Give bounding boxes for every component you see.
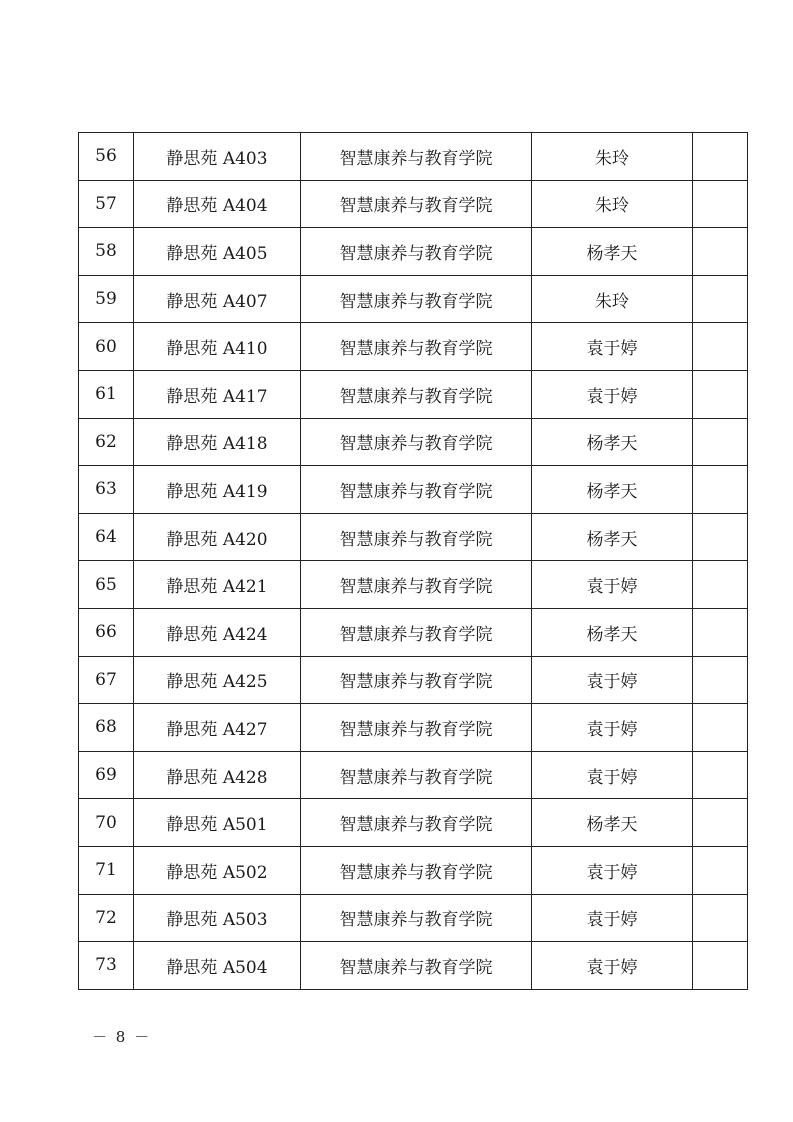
room-cell: 静思苑 A404 xyxy=(134,180,301,228)
table-row xyxy=(79,418,748,466)
table-row xyxy=(79,894,748,942)
table-row xyxy=(79,846,748,894)
row-number-cell: 60 xyxy=(79,323,134,371)
college-cell: 智慧康养与教育学院 xyxy=(301,275,532,323)
note-cell xyxy=(693,799,748,847)
dormitory-table xyxy=(78,132,748,990)
room-cell: 静思苑 A418 xyxy=(134,418,301,466)
college-cell: 智慧康养与教育学院 xyxy=(301,942,532,990)
note-cell xyxy=(693,418,748,466)
table-row xyxy=(79,133,748,181)
row-number-cell: 61 xyxy=(79,370,134,418)
room-cell: 静思苑 A502 xyxy=(134,846,301,894)
responsible-person-cell: 杨孝天 xyxy=(532,228,693,276)
responsible-person-cell: 朱玲 xyxy=(532,275,693,323)
note-cell xyxy=(693,704,748,752)
responsible-person-cell: 袁于婷 xyxy=(532,751,693,799)
college-cell: 智慧康养与教育学院 xyxy=(301,799,532,847)
row-number-cell: 62 xyxy=(79,418,134,466)
note-cell xyxy=(693,513,748,561)
note-cell xyxy=(693,228,748,276)
college-cell: 智慧康养与教育学院 xyxy=(301,894,532,942)
room-cell: 静思苑 A417 xyxy=(134,370,301,418)
note-cell xyxy=(693,656,748,704)
college-cell: 智慧康养与教育学院 xyxy=(301,513,532,561)
responsible-person-cell: 杨孝天 xyxy=(532,799,693,847)
note-cell xyxy=(693,323,748,371)
row-number-cell: 73 xyxy=(79,942,134,990)
room-cell: 静思苑 A403 xyxy=(134,133,301,181)
table-row xyxy=(79,466,748,514)
room-cell: 静思苑 A419 xyxy=(134,466,301,514)
row-number-cell: 63 xyxy=(79,466,134,514)
row-number-cell: 66 xyxy=(79,608,134,656)
room-cell: 静思苑 A405 xyxy=(134,228,301,276)
college-cell: 智慧康养与教育学院 xyxy=(301,418,532,466)
room-cell: 静思苑 A424 xyxy=(134,608,301,656)
responsible-person-cell: 朱玲 xyxy=(532,180,693,228)
table-row xyxy=(79,608,748,656)
table-row xyxy=(79,513,748,561)
row-number-cell: 68 xyxy=(79,704,134,752)
note-cell xyxy=(693,894,748,942)
college-cell: 智慧康养与教育学院 xyxy=(301,846,532,894)
note-cell xyxy=(693,275,748,323)
note-cell xyxy=(693,846,748,894)
college-cell: 智慧康养与教育学院 xyxy=(301,180,532,228)
row-number-cell: 72 xyxy=(79,894,134,942)
college-cell: 智慧康养与教育学院 xyxy=(301,704,532,752)
row-number-cell: 65 xyxy=(79,561,134,609)
table-body xyxy=(79,133,748,990)
responsible-person-cell: 袁于婷 xyxy=(532,370,693,418)
responsible-person-cell: 朱玲 xyxy=(532,133,693,181)
note-cell xyxy=(693,466,748,514)
responsible-person-cell: 袁于婷 xyxy=(532,656,693,704)
row-number-cell: 58 xyxy=(79,228,134,276)
college-cell: 智慧康养与教育学院 xyxy=(301,751,532,799)
college-cell: 智慧康养与教育学院 xyxy=(301,466,532,514)
college-cell: 智慧康养与教育学院 xyxy=(301,228,532,276)
room-cell: 静思苑 A425 xyxy=(134,656,301,704)
page-number: － 8 － xyxy=(92,1028,152,1046)
table-row xyxy=(79,275,748,323)
room-cell: 静思苑 A501 xyxy=(134,799,301,847)
note-cell xyxy=(693,608,748,656)
college-cell: 智慧康养与教育学院 xyxy=(301,323,532,371)
responsible-person-cell: 杨孝天 xyxy=(532,608,693,656)
table-row xyxy=(79,228,748,276)
room-cell: 静思苑 A428 xyxy=(134,751,301,799)
row-number-cell: 56 xyxy=(79,133,134,181)
college-cell: 智慧康养与教育学院 xyxy=(301,561,532,609)
note-cell xyxy=(693,370,748,418)
table-row xyxy=(79,942,748,990)
college-cell: 智慧康养与教育学院 xyxy=(301,370,532,418)
table-row xyxy=(79,370,748,418)
table-row xyxy=(79,799,748,847)
table-row xyxy=(79,180,748,228)
room-cell: 静思苑 A407 xyxy=(134,275,301,323)
note-cell xyxy=(693,561,748,609)
room-cell: 静思苑 A420 xyxy=(134,513,301,561)
responsible-person-cell: 杨孝天 xyxy=(532,418,693,466)
table-row xyxy=(79,751,748,799)
responsible-person-cell: 袁于婷 xyxy=(532,894,693,942)
table-row xyxy=(79,656,748,704)
row-number-cell: 71 xyxy=(79,846,134,894)
note-cell xyxy=(693,180,748,228)
row-number-cell: 70 xyxy=(79,799,134,847)
responsible-person-cell: 杨孝天 xyxy=(532,466,693,514)
table-row xyxy=(79,561,748,609)
responsible-person-cell: 杨孝天 xyxy=(532,513,693,561)
note-cell xyxy=(693,133,748,181)
room-cell: 静思苑 A504 xyxy=(134,942,301,990)
responsible-person-cell: 袁于婷 xyxy=(532,704,693,752)
college-cell: 智慧康养与教育学院 xyxy=(301,608,532,656)
room-cell: 静思苑 A421 xyxy=(134,561,301,609)
room-cell: 静思苑 A503 xyxy=(134,894,301,942)
row-number-cell: 69 xyxy=(79,751,134,799)
responsible-person-cell: 袁于婷 xyxy=(532,561,693,609)
table-row xyxy=(79,323,748,371)
table-row xyxy=(79,704,748,752)
room-cell: 静思苑 A427 xyxy=(134,704,301,752)
responsible-person-cell: 袁于婷 xyxy=(532,323,693,371)
college-cell: 智慧康养与教育学院 xyxy=(301,656,532,704)
responsible-person-cell: 袁于婷 xyxy=(532,846,693,894)
note-cell xyxy=(693,751,748,799)
row-number-cell: 59 xyxy=(79,275,134,323)
college-cell: 智慧康养与教育学院 xyxy=(301,133,532,181)
row-number-cell: 57 xyxy=(79,180,134,228)
row-number-cell: 64 xyxy=(79,513,134,561)
row-number-cell: 67 xyxy=(79,656,134,704)
room-cell: 静思苑 A410 xyxy=(134,323,301,371)
note-cell xyxy=(693,942,748,990)
responsible-person-cell: 袁于婷 xyxy=(532,942,693,990)
